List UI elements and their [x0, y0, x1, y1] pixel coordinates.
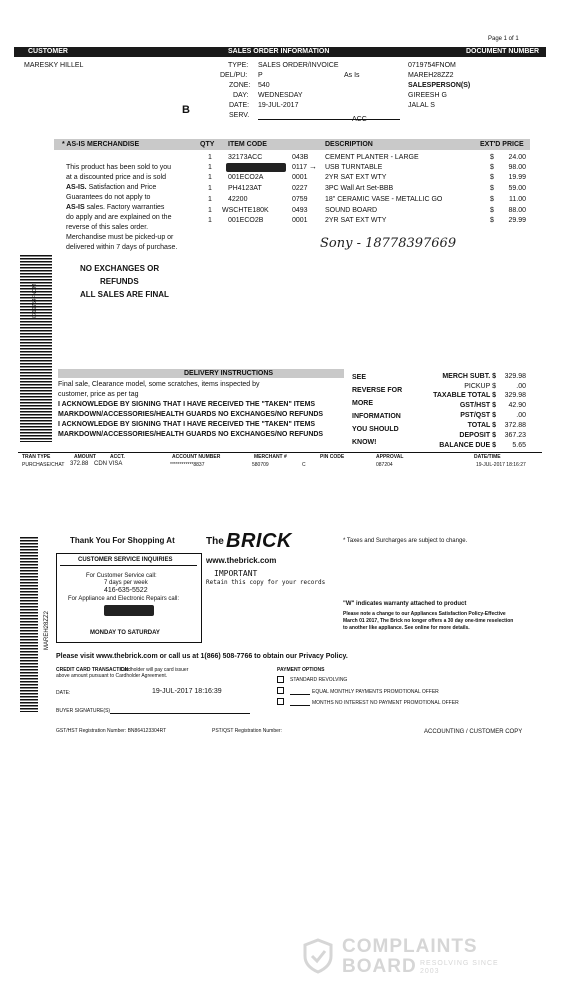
asis-line: do apply and are explained on the [66, 214, 172, 221]
footer-date-value: 19-JUL-2017 18:16:39 [152, 688, 222, 695]
serv-line [258, 119, 400, 120]
opt-label: STANDARD REVOLVING [290, 677, 348, 683]
no-exchanges: NO EXCHANGES OR [80, 264, 160, 273]
row-code: 0227 [292, 185, 308, 192]
day-value: WEDNESDAY [258, 92, 303, 99]
watermark-line2: BOARD [342, 956, 417, 977]
csi-line: For Customer Service call: [86, 573, 157, 579]
see-reverse-line: KNOW! [352, 439, 377, 446]
csi-line: For Appliance and Electronic Repairs call: [68, 596, 180, 602]
barcode-bottom [20, 537, 38, 712]
row-price: 29.99 [508, 217, 526, 224]
row-item-code: 001ECO2A [228, 174, 264, 181]
as-is-label: As Is [344, 72, 360, 79]
brand-website: www.thebrick.com [206, 556, 277, 565]
csi-title-rule [60, 565, 197, 566]
opt-blank-line [290, 694, 310, 695]
row-code: 0493 [292, 207, 308, 214]
row-description: 2YR SAT EXT WTY [325, 217, 387, 224]
tender-amount: 372.88 [70, 461, 89, 467]
total-value: .00 [516, 412, 526, 419]
salesperson-1: GIREESH G [408, 92, 447, 99]
tender-acctnum: ************8837 [170, 462, 205, 468]
policy-line: Please note a change to our Appliances Satisfaction Policy-Effective [343, 611, 506, 617]
row-currency: $ [490, 185, 494, 192]
salesperson-label: SALESPERSON(S) [408, 82, 471, 89]
tender-h-merchant: MERCHANT # [254, 454, 287, 460]
total-label: TOTAL $ [467, 422, 496, 429]
total-value: 367.23 [504, 432, 526, 439]
total-label: BALANCE DUE $ [439, 442, 496, 449]
buyer-signature-label: BUYER SIGNATURE(S) [56, 708, 111, 714]
opt-blank-line [290, 705, 310, 706]
acc-label: ACC [352, 116, 367, 123]
asis-line [66, 204, 164, 211]
asis-line [66, 184, 156, 191]
asis-bold: AS-IS. [66, 184, 87, 191]
row-item-code: PH4123AT [228, 185, 262, 192]
row-item-code: 001ECO2B [228, 217, 264, 224]
type-label: TYPE: [228, 62, 249, 69]
sales-order-info-label: SALES ORDER INFORMATION [228, 48, 330, 55]
row-description: SOUND BOARD [325, 207, 378, 214]
tender-acct: CDN VISA [94, 461, 123, 467]
buyer-signature-line[interactable] [110, 713, 250, 714]
delivery-line: MARKDOWN/ACCESSORIES/HEALTH GUARDS NO EXCHANGES/NO REFUNDS [58, 411, 324, 418]
row-description: 2YR SAT EXT WTY [325, 174, 387, 181]
see-reverse-line: REVERSE FOR [352, 387, 403, 394]
row-code: 0759 [292, 196, 308, 203]
row-qty: 1 [208, 196, 212, 203]
col-extd-price: EXT'D PRICE [480, 141, 524, 148]
tender-datetime: 19-JUL-2017 18:16:27 [476, 462, 526, 468]
row-currency: $ [490, 196, 494, 203]
asis-line: delivered within 7 days of purchase. [66, 244, 178, 251]
copy-type: ACCOUNTING / CUSTOMER COPY [424, 729, 523, 735]
csi-phone: 416-635-5522 [104, 587, 148, 594]
row-code: 0001 [292, 217, 308, 224]
tender-merchant: 580709 [252, 462, 269, 468]
salesperson-2: JALAL S [408, 102, 435, 109]
col-asis-merchandise: * AS-IS MERCHANDISE [62, 141, 140, 148]
total-value: 329.98 [504, 392, 526, 399]
tender-h-acct: ACCT. [110, 454, 125, 460]
row-qty: 1 [208, 217, 212, 224]
row-qty: 1 [208, 185, 212, 192]
csi-title: CUSTOMER SERVICE INQUIRIES [78, 557, 173, 563]
row-item-code: WSCHTE180K [222, 207, 269, 214]
page-number: Page 1 of 1 [488, 36, 519, 42]
row-price: 11.00 [509, 196, 526, 203]
csi-line: 7 days per week [104, 580, 148, 586]
opt-checkbox[interactable] [277, 676, 284, 683]
asis-line: at a discounted price and is sold [66, 174, 167, 181]
shield-icon [302, 938, 334, 974]
total-label: DEPOSIT $ [459, 432, 496, 439]
tender-rule [18, 452, 542, 453]
delpu-value: P [258, 72, 263, 79]
document-number-label: DOCUMENT NUMBER [466, 48, 540, 55]
row-qty: 1 [208, 174, 212, 181]
delpu-label: DEL/PU: [220, 72, 248, 79]
tender-h-tran: TRAN TYPE [22, 454, 51, 460]
see-reverse-line: SEE [352, 374, 367, 381]
asis-bold: AS-IS [66, 204, 85, 211]
privacy-note: Please visit www.thebrick.com or call us at 1(866) 508-7766 to obtain our Privacy Policy. [56, 653, 348, 660]
row-price: 88.00 [508, 207, 526, 214]
cc-text: Cardholder will pay card issuer [120, 667, 189, 673]
total-value: 329.98 [504, 373, 526, 380]
side-code-top: 0719754FNOM [32, 283, 38, 318]
payment-options-title: PAYMENT OPTIONS [277, 667, 325, 673]
asis-line: Guarantees do not apply to [66, 194, 151, 201]
total-label: PICKUP $ [464, 383, 496, 390]
col-item-code: ITEM CODE [228, 141, 267, 148]
row-currency: $ [490, 174, 494, 181]
date-value: 19-JUL-2017 [258, 102, 299, 109]
row-description: 3PC Wall Art Set-BBB [325, 185, 394, 192]
policy-line: March 01 2017, The Brick no longer offers a 30 day one-time reselection [343, 618, 514, 624]
row-qty: 1 [208, 164, 212, 171]
asis-rest: Satisfaction and Price [86, 184, 157, 191]
redacted-repair-phone [104, 605, 154, 616]
thank-you: Thank You For Shopping At [70, 536, 175, 545]
footer-date-label: DATE: [56, 690, 71, 696]
tender-h-pin: PIN CODE [320, 454, 345, 460]
type-value: SALES ORDER/INVOICE [258, 62, 339, 69]
row-price: 98.00 [508, 164, 526, 171]
delivery-title: DELIVERY INSTRUCTIONS [184, 370, 274, 377]
doc-number-1: 0719754FNOM [408, 62, 456, 69]
total-value: 372.88 [504, 422, 526, 429]
row-currency: $ [490, 164, 494, 171]
policy-line: to another like appliance. See online for more details. [343, 625, 470, 631]
total-label: GST/HST $ [459, 402, 496, 409]
total-label: TAXABLE TOTAL $ [433, 392, 496, 399]
doc-number-2: MAREH28ZZ2 [408, 72, 454, 79]
tender-h-amount: AMOUNT [74, 454, 96, 460]
row-currency: $ [490, 207, 494, 214]
col-description: DESCRIPTION [325, 141, 373, 148]
side-code-bottom: MAREH28ZZ2 [44, 610, 50, 650]
tender-approval: 087204 [376, 462, 393, 468]
tender-h-approval: APPROVAL [376, 454, 404, 460]
row-description: CEMENT PLANTER - LARGE [325, 154, 419, 161]
row-qty: 1 [208, 207, 212, 214]
all-sales-final: ALL SALES ARE FINAL [80, 290, 169, 299]
delivery-line: customer, price as per tag [58, 391, 139, 398]
total-value: 42.90 [508, 402, 526, 409]
see-reverse-line: YOU SHOULD [352, 426, 399, 433]
see-reverse-line: MORE [352, 400, 373, 407]
customer-label: CUSTOMER [28, 48, 68, 55]
tender-pin: C [302, 462, 306, 468]
serv-label: SERV. [229, 112, 250, 119]
opt-label: MONTHS NO INTEREST NO PAYMENT PROMOTIONAL OFFER [312, 700, 459, 706]
date-label: DATE: [229, 102, 250, 109]
row-description: USB TURNTABLE [325, 164, 383, 171]
csi-days: MONDAY TO SATURDAY [90, 630, 160, 636]
day-label: DAY: [233, 92, 249, 99]
delivery-line: I ACKNOWLEDGE BY SIGNING THAT I HAVE RECEIVED THE "TAKEN" ITEMS [58, 401, 316, 408]
important-label: IMPORTANT [214, 569, 258, 578]
opt-label: EQUAL MONTHLY PAYMENTS PROMOTIONAL OFFER [312, 689, 439, 695]
pst-registration: PST/QST Registration Number: [212, 728, 282, 734]
refunds: REFUNDS [100, 277, 139, 286]
gst-registration: GST/HST Registration Number: BN864123304RT [56, 728, 167, 734]
watermark-tagline: RESOLVING SINCE 2003 [420, 960, 499, 975]
row-item-code: 32173ACC [228, 154, 263, 161]
see-reverse-line: INFORMATION [352, 413, 401, 420]
opt-checkbox[interactable] [277, 687, 284, 694]
asis-line: reverse of this sales order. [66, 224, 149, 231]
total-value: 5.65 [512, 442, 526, 449]
total-label: MERCH SUBT. $ [442, 373, 496, 380]
retain-copy: Retain this copy for your records [206, 579, 326, 586]
row-code: 043B [292, 154, 309, 161]
row-description: 18" CERAMIC VASE - METALLIC GO [325, 196, 443, 203]
brand-the: The [206, 536, 224, 547]
row-price: 19.99 [508, 174, 526, 181]
row-currency: $ [490, 154, 494, 161]
warranty-note: "W" indicates warranty attached to product [343, 601, 467, 607]
watermark-line1: COMPLAINTS [342, 936, 478, 957]
zone-label: ZONE: [229, 82, 251, 89]
asis-line: Merchandise must be picked-up or [66, 234, 174, 241]
row-price: 24.00 [508, 154, 526, 161]
zone-value: 540 [258, 82, 270, 89]
asis-rest: sales. Factory warranties [84, 204, 165, 211]
opt-checkbox[interactable] [277, 698, 284, 705]
total-value: .00 [516, 383, 526, 390]
row-code: 0001 [292, 174, 308, 181]
taxes-note: * Taxes and Surcharges are subject to change. [343, 538, 468, 544]
delivery-line: MARKDOWN/ACCESSORIES/HEALTH GUARDS NO EXCHANGES/NO REFUNDS [58, 431, 324, 438]
row-code: 0117 [292, 164, 308, 171]
delivery-line: I ACKNOWLEDGE BY SIGNING THAT I HAVE RECEIVED THE "TAKEN" ITEMS [58, 421, 316, 428]
redacted-item-code [226, 163, 286, 172]
delivery-line: Final sale, Clearance model, some scratches, items inspected by [58, 381, 260, 388]
total-label: PST/QST $ [460, 412, 496, 419]
tender-h-datetime: DATE/TIME [474, 454, 501, 460]
tender-h-acctnum: ACCOUNT NUMBER [172, 454, 221, 460]
col-qty: QTY [200, 141, 215, 148]
cc-label: CREDIT CARD TRANSACTION: [56, 667, 130, 673]
arrow-icon: → [309, 162, 317, 171]
customer-name: MARESKY HILLEL [24, 62, 84, 69]
handwritten-note: Sony - 18778397669 [320, 236, 457, 251]
brand-brick-logo: BRICK [226, 530, 292, 552]
row-qty: 1 [208, 154, 212, 161]
row-price: 59.00 [508, 185, 526, 192]
letter-b: B [182, 104, 190, 116]
tender-tran: PURCHASE/CHAT [22, 462, 65, 468]
asis-line: This product has been sold to you [66, 164, 172, 171]
row-currency: $ [490, 217, 494, 224]
row-item-code: 42200 [228, 196, 248, 203]
cc-text: above amount pursuant to Cardholder Agreement. [56, 673, 168, 679]
